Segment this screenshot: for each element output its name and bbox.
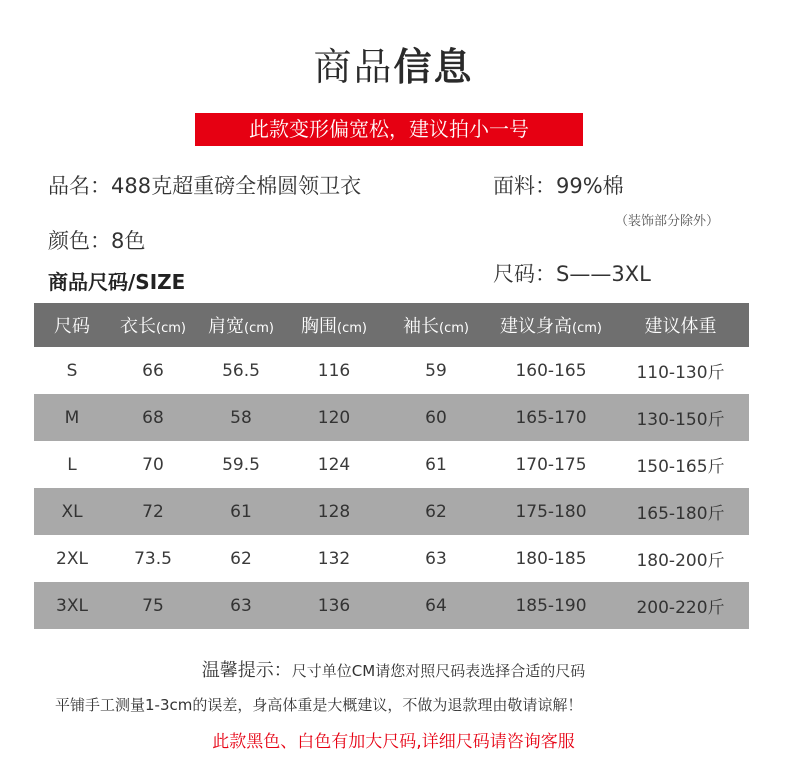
cell-height: 180-185 bbox=[515, 548, 587, 569]
cell-weight: 150-165斤 bbox=[636, 457, 725, 477]
cell-sleeve: 62 bbox=[382, 488, 490, 535]
product-name: 品名：488克超重磅全棉圆领卫衣 bbox=[48, 174, 362, 198]
cell-weight: 180-200斤 bbox=[636, 551, 725, 571]
cell-sleeve: 60 bbox=[382, 394, 490, 441]
header-size: 尺码 bbox=[34, 303, 110, 347]
table-row bbox=[34, 441, 749, 488]
cell-size: 3XL bbox=[34, 582, 110, 629]
cell-shoulder: 56.5 bbox=[222, 360, 260, 381]
fabric-note: （装饰部分除外） bbox=[615, 214, 720, 229]
cell-shoulder: 58 bbox=[196, 394, 286, 441]
fabric-info: 面料：99%棉 bbox=[493, 174, 624, 198]
cell-height: 170-175 bbox=[515, 454, 587, 475]
cell-weight: 165-180斤 bbox=[612, 488, 749, 535]
cell-weight: 110-130斤 bbox=[636, 363, 725, 383]
cell-length: 66 bbox=[142, 360, 164, 381]
cell-length: 72 bbox=[110, 488, 196, 535]
color-info: 颜色：8色 bbox=[48, 229, 146, 253]
cell-height: 175-180 bbox=[490, 488, 612, 535]
size-table bbox=[34, 303, 749, 629]
size-heading: 商品尺码/SIZE bbox=[48, 270, 186, 294]
cell-chest: 136 bbox=[286, 582, 382, 629]
cell-length: 70 bbox=[142, 454, 164, 475]
table-row bbox=[34, 394, 749, 441]
tip-text-1: 尺寸单位CM请您对照尺码表选择合适的尺码 bbox=[291, 662, 586, 680]
header-shoulder: 肩宽(cm) bbox=[196, 303, 286, 347]
table-header-row bbox=[34, 303, 749, 347]
cell-sleeve: 64 bbox=[382, 582, 490, 629]
tip-line-2: 平铺手工测量1-3cm的误差，身高体重是大概建议，不做为退款理由敬请谅解！ bbox=[55, 696, 583, 714]
table-row bbox=[34, 347, 749, 394]
header-length: 衣长(cm) bbox=[110, 303, 196, 347]
cell-chest: 132 bbox=[317, 548, 351, 569]
cell-chest: 116 bbox=[317, 360, 351, 381]
cell-size: S bbox=[66, 360, 78, 381]
cell-shoulder: 63 bbox=[196, 582, 286, 629]
cell-length: 73.5 bbox=[134, 548, 172, 569]
cell-height: 185-190 bbox=[490, 582, 612, 629]
table-row bbox=[34, 535, 749, 582]
header-height: 建议身高(cm) bbox=[490, 303, 612, 347]
cell-shoulder: 59.5 bbox=[222, 454, 260, 475]
table-row bbox=[34, 488, 749, 535]
tip-line-3: 此款黑色、白色有加大尺码,详细尺码请咨询客服 bbox=[212, 732, 575, 752]
cell-sleeve: 63 bbox=[425, 548, 447, 569]
cell-size: 2XL bbox=[56, 548, 88, 569]
cell-shoulder: 61 bbox=[196, 488, 286, 535]
cell-chest: 128 bbox=[286, 488, 382, 535]
title-part-bold: 信息 bbox=[393, 45, 474, 89]
cell-chest: 124 bbox=[317, 454, 351, 475]
header-chest: 胸围(cm) bbox=[286, 303, 382, 347]
cell-length: 68 bbox=[110, 394, 196, 441]
cell-sleeve: 61 bbox=[425, 454, 447, 475]
table-row bbox=[34, 582, 749, 629]
cell-size: M bbox=[34, 394, 110, 441]
cell-weight: 200-220斤 bbox=[612, 582, 749, 629]
tip-line-1 bbox=[0, 656, 787, 682]
cell-size: L bbox=[67, 454, 77, 475]
title-part-regular: 商品 bbox=[313, 45, 394, 89]
cell-size: XL bbox=[34, 488, 110, 535]
notice-banner: 此款变形偏宽松，建议拍小一号 bbox=[195, 113, 583, 146]
cell-length: 75 bbox=[110, 582, 196, 629]
cell-shoulder: 62 bbox=[230, 548, 252, 569]
cell-chest: 120 bbox=[286, 394, 382, 441]
page-title bbox=[0, 36, 787, 91]
header-weight: 建议体重 bbox=[612, 303, 749, 347]
tip-lead: 温馨提示： bbox=[201, 660, 292, 681]
cell-height: 165-170 bbox=[490, 394, 612, 441]
cell-sleeve: 59 bbox=[425, 360, 447, 381]
size-range: 尺码：S——3XL bbox=[493, 262, 651, 286]
header-sleeve: 袖长(cm) bbox=[382, 303, 490, 347]
cell-height: 160-165 bbox=[515, 360, 587, 381]
cell-weight: 130-150斤 bbox=[612, 394, 749, 441]
